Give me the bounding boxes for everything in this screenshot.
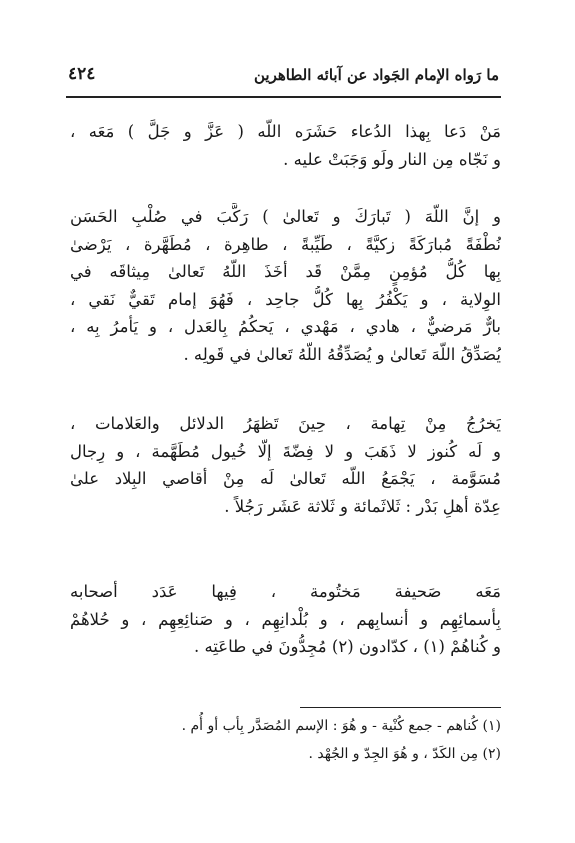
paragraph-1 bbox=[70, 118, 501, 173]
header-divider bbox=[66, 96, 501, 98]
text-line: و نَجّاه مِن النار ولَو وَجَبَتْ عليه . bbox=[283, 149, 501, 169]
text-line: يَخرُجُ مِنْ تِهامة ، حِينَ تَظهَرُ الدلائل والعَلامات ، bbox=[70, 414, 501, 433]
text-line: مَنْ دَعا بِهذا الدُعاء حَشَرَه اللّه ( عَزَّ و جَلَّ ) مَعَه ، bbox=[70, 122, 501, 141]
paragraph-3 bbox=[70, 410, 501, 520]
text-line: و كُناهُمْ (١) ، كدّادون (٢) مُجِدُّونَ في طاعَتِه . bbox=[193, 637, 501, 657]
paragraph-2 bbox=[70, 203, 501, 369]
text-line: مَعَه صَحيفة مَختُومة ، فِيها عَدَد أصحابه bbox=[70, 582, 501, 601]
footnote-2: (٢) مِن الكَدّ ، و هُوَ الجِدّ و الجُهْد . bbox=[308, 746, 501, 762]
text-line: و إنَّ اللّهَ ( تَبارَكَ و تَعالىٰ ) رَكَّبَ في صُلْبِ الحَسَن bbox=[70, 207, 501, 226]
text-line: مُسَوَّمة ، يَجْمَعُ اللّه تَعالىٰ لَه مِنْ أقاصي البِلاد علىٰ bbox=[70, 469, 501, 489]
text-line: بِأسمائِهِم و أنسابِهم ، و بُلْدانِهِم ، و صَنائِعِهِم ، و حُلاهُمْ bbox=[70, 609, 501, 629]
text-line: عِدّة أهلِ بَدْر : ثَلاثَمائة و ثَلاثة عَشَر رَجُلاً . bbox=[224, 496, 501, 516]
text-line: الوِلاية ، و يَكْفُرُ بِها كُلُّ جاحِد ، فَهُوَ إمام تَقيٌّ نَقي ، bbox=[70, 289, 501, 309]
page-number: ٤٢٤ bbox=[68, 64, 96, 84]
text-line: بارٌّ مَرضيٌّ ، هادي ، مَهْدي ، يَحكُمُ بِالعَدل ، و يَأمرُ بِه ، bbox=[70, 317, 501, 337]
footnotes bbox=[70, 712, 501, 768]
text-line: و لَه كُنوز لا ذَهَبَ و لا فِضّةَ إلّا خُيول مُطَهَّمة ، و رِجال bbox=[70, 441, 501, 461]
footnote-divider bbox=[300, 707, 501, 708]
running-header-title: ما رَواه الإمام الجَواد عن آبائه الطاهرين bbox=[254, 66, 499, 84]
text-line: بِها كُلُّ مُؤمِنٍ مِمَّنْ قَد أخَذَ اللّهُ تَعالىٰ مِيثاقَه في bbox=[70, 262, 501, 282]
text-line: يُصَدِّقُ اللّهَ تَعالىٰ و يُصَدِّقُهُ اللّهُ تَعالىٰ في قَولِه . bbox=[183, 344, 501, 364]
footnote-1: (١) كُناهم - جمع كُنْية - و هُوَ : الإسم المُصَدَّر بِأب أو أُم . bbox=[181, 718, 501, 734]
paragraph-4 bbox=[70, 578, 501, 661]
text-line: نُطْفَةً مُبارَكَةً زكيَّةً ، طَيِّبةً ، طاهِرة ، مُطَهَّرة ، يَرْضىٰ bbox=[70, 234, 501, 254]
